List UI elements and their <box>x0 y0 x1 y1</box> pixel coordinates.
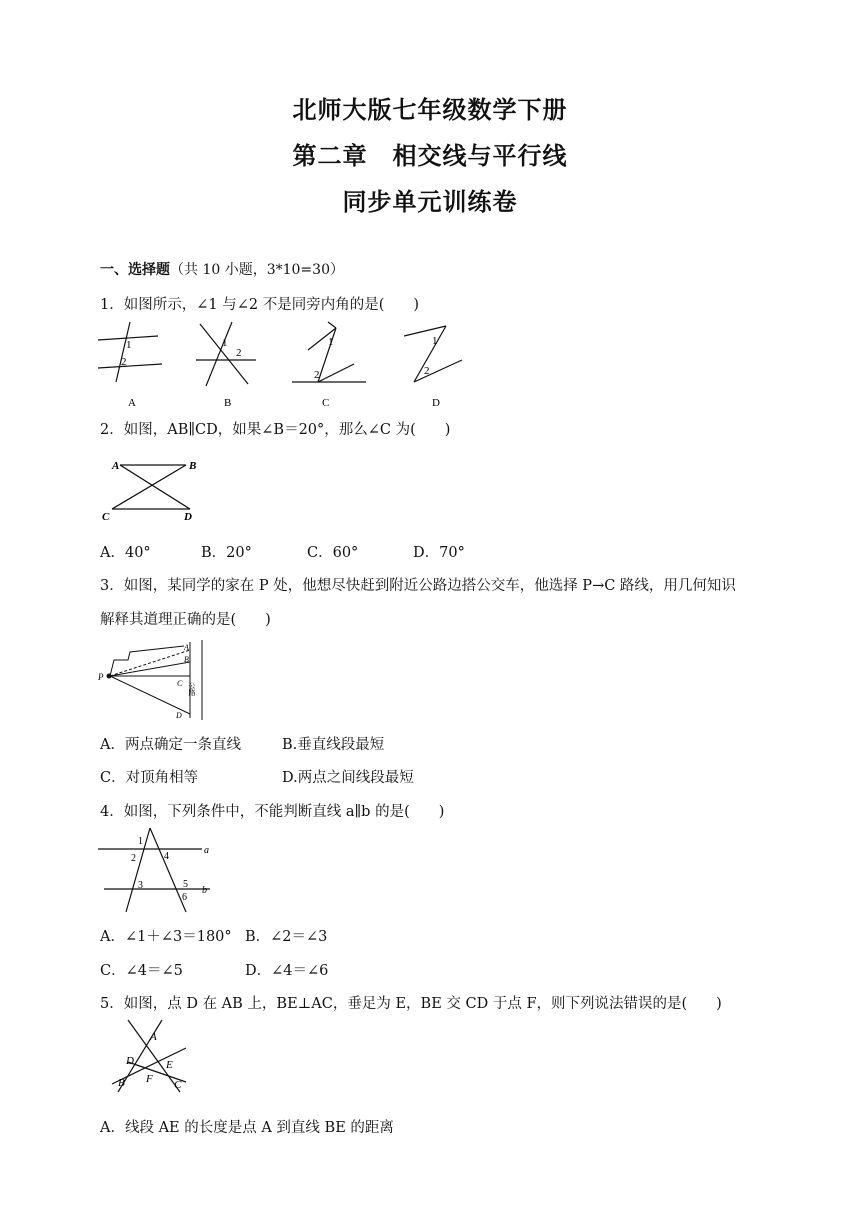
q1-c-angle-2: 2 <box>314 369 320 381</box>
q5-point-e: E <box>166 1059 173 1071</box>
q2-option-b: B．20° <box>201 545 252 561</box>
q3-point-b: B <box>184 655 189 664</box>
q1-label-d: D <box>432 397 440 409</box>
q3-point-c: C <box>177 679 183 688</box>
q3-point-p: P <box>98 672 104 682</box>
q5-point-c: C <box>174 1079 182 1091</box>
q3-option-b: B.垂直线段最短 <box>282 737 385 753</box>
q4-figure <box>98 826 218 916</box>
q1-d-angle-2: 2 <box>424 365 430 377</box>
section-label: 一、选择题 <box>100 262 170 278</box>
q1-a-angle-2: 2 <box>121 356 127 368</box>
title-line-3: 同步单元训练卷 <box>342 188 518 216</box>
q2-option-c: C．60° <box>307 545 359 561</box>
q1-a-angle-1: 1 <box>126 339 132 351</box>
q4-option-a: A．∠1＋∠3＝180° <box>100 929 232 945</box>
q5-point-d: D <box>126 1055 134 1067</box>
q3-option-c: C．对顶角相等 <box>100 770 199 786</box>
q5-option-a: A．线段 AE 的长度是点 A 到直线 BE 的距离 <box>100 1120 394 1136</box>
q3-option-a: A．两点确定一条直线 <box>100 737 241 753</box>
q2-stem: 2．如图，AB∥CD，如果∠B＝20°，那么∠C 为( ) <box>100 422 451 438</box>
q1-b-angle-2: 2 <box>236 347 242 359</box>
q3-road-label: 公路 <box>188 682 196 696</box>
q3-option-d: D.两点之间线段最短 <box>282 770 414 786</box>
section-note: （共 10 小题，3*10=30） <box>170 262 344 278</box>
q3-point-p-dot <box>107 674 112 679</box>
q5-stem: 5．如图，点 D 在 AB 上，BE⊥AC，垂足为 E，BE 交 CD 于点 F，则下列说法错误的是( ) <box>100 996 722 1012</box>
q4-option-b: B．∠2＝∠3 <box>245 929 328 945</box>
q3-figure <box>96 638 226 722</box>
q4-angle-1: 1 <box>138 836 143 847</box>
q3-stem-line-1: 3．如图，某同学的家在 P 处，他想尽快赶到附近公路边搭公交车，他选择 P→C 路线，用几何知识 <box>100 578 736 594</box>
q1-d-angle-1: 1 <box>432 335 438 347</box>
q3-point-d: D <box>176 711 182 720</box>
q4-stem: 4．如图，下列条件中，不能判断直线 a∥b 的是( ) <box>100 804 445 820</box>
q1-figure-c <box>292 322 366 382</box>
q4-line-a: a <box>204 845 209 856</box>
q4-option-d: D．∠4＝∠6 <box>245 963 329 979</box>
title-line-1: 北师大版七年级数学下册 <box>292 96 568 124</box>
q4-angle-6: 6 <box>182 892 187 903</box>
q2-option-a: A．40° <box>100 545 151 561</box>
q2-point-d: D <box>184 511 192 523</box>
q3-point-a: A <box>184 643 189 652</box>
q4-line-b: b <box>202 885 207 896</box>
q1-figure-b <box>196 322 256 386</box>
q1-figures <box>96 318 476 413</box>
q1-stem: 1．如图所示，∠1 与∠2 不是同旁内角的是( ) <box>100 297 420 313</box>
q5-figure <box>110 1018 200 1094</box>
q5-point-f: F <box>146 1073 153 1085</box>
q1-figure-a <box>98 322 162 382</box>
q1-b-angle-1: 1 <box>222 337 228 349</box>
q2-point-a: A <box>112 460 120 472</box>
title-line-2: 第二章 相交线与平行线 <box>292 142 568 170</box>
q4-angle-4: 4 <box>164 851 169 862</box>
q1-c-angle-1: 1 <box>328 336 334 348</box>
q1-label-a: A <box>128 397 136 409</box>
q2-option-d: D．70° <box>413 545 465 561</box>
q1-label-c: C <box>322 397 330 409</box>
q2-point-c: C <box>102 511 110 523</box>
q4-angle-3: 3 <box>138 880 143 891</box>
q1-label-b: B <box>224 397 232 409</box>
q2-point-b: B <box>189 460 197 472</box>
q4-angle-5: 5 <box>183 879 188 890</box>
q3-stem-line-2: 解释其道理正确的是( ) <box>100 612 271 628</box>
q5-point-a: A <box>150 1031 157 1043</box>
section-heading <box>100 259 344 279</box>
q4-angle-2: 2 <box>131 853 136 864</box>
q2-figure <box>98 452 208 524</box>
q4-option-c: C．∠4＝∠5 <box>100 963 183 979</box>
q5-point-b: B <box>118 1077 125 1089</box>
